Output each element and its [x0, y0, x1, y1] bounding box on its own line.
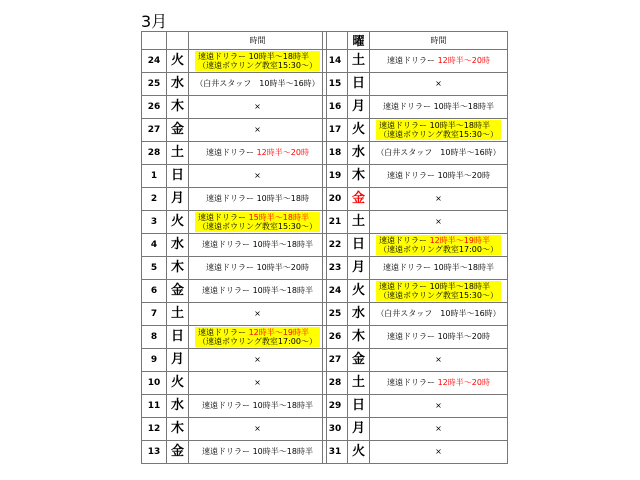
staff-label: 速遠ドリラー — [379, 121, 430, 130]
closed-mark: × — [254, 309, 261, 318]
month-title: 3月 — [141, 12, 168, 31]
schedule-table-left — [141, 31, 327, 464]
lesson-note: （速遠ボウリング教室15:30～） — [379, 291, 498, 300]
table-row — [323, 142, 508, 165]
staff-label: 速遠ドリラー — [202, 401, 253, 410]
weekday-cell: 月 — [167, 349, 189, 372]
time-range: 10時半～18時半 — [248, 52, 309, 61]
time-cell — [370, 119, 508, 142]
weekday-cell: 火 — [348, 441, 370, 464]
weekday-cell: 金 — [167, 119, 189, 142]
time-range: 12時半～20時 — [437, 56, 490, 65]
day-cell: 25 — [323, 303, 348, 326]
staff-label: 速遠ドリラー — [387, 378, 438, 387]
time-line — [387, 56, 490, 65]
staff-note: （白井スタッフ 10時半～16時） — [195, 79, 320, 88]
time-cell — [189, 303, 327, 326]
time-line-1 — [379, 282, 498, 291]
table-row — [142, 234, 327, 257]
time-range: 10時半～18時半 — [252, 401, 313, 410]
time-cell — [370, 280, 508, 303]
table-row — [142, 280, 327, 303]
time-line — [387, 378, 490, 387]
time-cell — [370, 165, 508, 188]
day-cell: 29 — [323, 395, 348, 418]
day-cell: 10 — [142, 372, 167, 395]
table-row — [323, 372, 508, 395]
time-range: 10時半～18時半 — [252, 447, 313, 456]
header-day — [142, 32, 167, 50]
table-row — [142, 211, 327, 234]
day-cell: 26 — [142, 96, 167, 119]
time-line — [202, 286, 313, 295]
time-cell — [189, 257, 327, 280]
weekday-cell: 月 — [348, 96, 370, 119]
time-line — [202, 401, 313, 410]
time-range: 10時半～18時半 — [433, 102, 494, 111]
table-row — [323, 234, 508, 257]
table-row — [142, 142, 327, 165]
weekday-cell: 火 — [348, 280, 370, 303]
day-cell: 11 — [142, 395, 167, 418]
table-header — [142, 32, 327, 50]
time-cell — [370, 188, 508, 211]
time-line-1 — [379, 121, 498, 130]
staff-label: 速遠ドリラー — [202, 447, 253, 456]
day-cell: 24 — [323, 280, 348, 303]
time-line — [383, 263, 494, 272]
table-row — [323, 96, 508, 119]
table-row — [142, 96, 327, 119]
staff-label: 速遠ドリラー — [202, 240, 253, 249]
weekday-cell: 金 — [167, 280, 189, 303]
weekday-cell: 水 — [348, 303, 370, 326]
weekday-cell: 木 — [348, 326, 370, 349]
day-cell: 1 — [142, 165, 167, 188]
weekday-cell: 月 — [167, 188, 189, 211]
time-cell — [370, 372, 508, 395]
day-cell: 14 — [323, 50, 348, 73]
time-line-1 — [198, 213, 317, 222]
time-range: 10時半～18時 — [256, 194, 309, 203]
weekday-cell: 木 — [167, 257, 189, 280]
weekday-cell: 月 — [348, 418, 370, 441]
table-row — [323, 165, 508, 188]
staff-label: 速遠ドリラー — [387, 56, 438, 65]
schedule-table-right — [322, 31, 508, 464]
day-cell: 25 — [142, 73, 167, 96]
time-cell — [370, 211, 508, 234]
lesson-note: （速遠ボウリング教室17:00～） — [198, 337, 317, 346]
time-cell — [370, 96, 508, 119]
weekday-cell: 日 — [348, 395, 370, 418]
day-cell: 27 — [142, 119, 167, 142]
weekday-cell: 火 — [167, 372, 189, 395]
day-cell: 15 — [323, 73, 348, 96]
time-range: 10時半～20時 — [256, 263, 309, 272]
time-cell — [189, 349, 327, 372]
day-cell: 8 — [142, 326, 167, 349]
weekday-cell: 土 — [348, 372, 370, 395]
table-row — [323, 326, 508, 349]
day-cell: 3 — [142, 211, 167, 234]
time-line — [206, 263, 309, 272]
closed-mark: × — [254, 355, 261, 364]
weekday-cell: 日 — [167, 165, 189, 188]
time-cell — [370, 349, 508, 372]
closed-mark: × — [435, 447, 442, 456]
day-cell: 19 — [323, 165, 348, 188]
time-line — [383, 102, 494, 111]
day-cell: 30 — [323, 418, 348, 441]
weekday-cell: 木 — [348, 165, 370, 188]
staff-label: 速遠ドリラー — [198, 328, 249, 337]
table-row — [142, 326, 327, 349]
highlight-box — [195, 51, 320, 71]
table-row — [323, 303, 508, 326]
time-cell — [370, 257, 508, 280]
highlight-box — [195, 327, 320, 347]
time-cell — [189, 73, 327, 96]
time-range: 15時半～18時半 — [248, 213, 309, 222]
time-range: 10時半～18時半 — [252, 240, 313, 249]
day-cell: 12 — [142, 418, 167, 441]
weekday-cell: 月 — [348, 257, 370, 280]
header-day — [323, 32, 348, 50]
time-cell — [189, 188, 327, 211]
table-row — [323, 349, 508, 372]
time-cell — [189, 280, 327, 303]
day-cell: 2 — [142, 188, 167, 211]
time-range: 12時半～20時 — [437, 378, 490, 387]
time-range: 12時半～19時半 — [429, 236, 490, 245]
time-cell — [189, 165, 327, 188]
weekday-cell: 金 — [167, 441, 189, 464]
day-cell: 28 — [142, 142, 167, 165]
time-line-1 — [198, 328, 317, 337]
time-range: 10時半～20時 — [437, 171, 490, 180]
staff-label: 速遠ドリラー — [379, 236, 430, 245]
day-cell: 20 — [323, 188, 348, 211]
closed-mark: × — [254, 378, 261, 387]
weekday-cell: 水 — [167, 73, 189, 96]
day-cell: 22 — [323, 234, 348, 257]
closed-mark: × — [254, 171, 261, 180]
weekday-cell: 水 — [167, 395, 189, 418]
lesson-note: （速遠ボウリング教室15:30～） — [198, 222, 317, 231]
day-cell: 17 — [323, 119, 348, 142]
lesson-note: （速遠ボウリング教室17:00～） — [379, 245, 498, 254]
staff-label: 速遠ドリラー — [383, 102, 434, 111]
time-line — [206, 194, 309, 203]
staff-label: 速遠ドリラー — [206, 194, 257, 203]
table-row — [323, 395, 508, 418]
weekday-cell: 木 — [167, 96, 189, 119]
staff-label: 速遠ドリラー — [198, 52, 249, 61]
table-row — [323, 50, 508, 73]
day-cell: 27 — [323, 349, 348, 372]
day-cell: 28 — [323, 372, 348, 395]
day-cell: 26 — [323, 326, 348, 349]
header-weekday — [167, 32, 189, 50]
time-line — [387, 171, 490, 180]
closed-mark: × — [435, 424, 442, 433]
table-row — [323, 418, 508, 441]
staff-label: 速遠ドリラー — [379, 282, 430, 291]
time-cell — [189, 326, 327, 349]
time-cell — [370, 326, 508, 349]
weekday-cell: 金 — [348, 349, 370, 372]
table-row — [142, 303, 327, 326]
table-row — [142, 165, 327, 188]
time-cell — [189, 372, 327, 395]
lesson-note: （速遠ボウリング教室15:30～） — [198, 61, 317, 70]
weekday-cell: 火 — [167, 211, 189, 234]
time-line — [202, 240, 313, 249]
table-row — [142, 50, 327, 73]
table-row — [142, 73, 327, 96]
staff-label: 速遠ドリラー — [387, 332, 438, 341]
closed-mark: × — [435, 355, 442, 364]
time-line — [206, 148, 309, 157]
time-cell — [189, 395, 327, 418]
header-time: 時間 — [189, 32, 327, 50]
day-cell: 4 — [142, 234, 167, 257]
weekday-cell: 土 — [167, 142, 189, 165]
time-cell — [189, 142, 327, 165]
closed-mark: × — [254, 424, 261, 433]
table-row — [323, 188, 508, 211]
time-range: 10時半～18時半 — [429, 121, 490, 130]
staff-note: （白井スタッフ 10時半～16時） — [376, 309, 501, 318]
highlight-box — [376, 120, 501, 140]
weekday-cell: 土 — [348, 50, 370, 73]
day-cell: 24 — [142, 50, 167, 73]
weekday-cell: 火 — [167, 50, 189, 73]
table-row — [323, 280, 508, 303]
closed-mark: × — [254, 102, 261, 111]
time-range: 10時半～18時半 — [433, 263, 494, 272]
day-cell: 16 — [323, 96, 348, 119]
staff-label: 速遠ドリラー — [206, 263, 257, 272]
day-cell: 18 — [323, 142, 348, 165]
header-weekday: 曜 — [348, 32, 370, 50]
time-line — [387, 332, 490, 341]
staff-label: 速遠ドリラー — [198, 213, 249, 222]
time-range: 10時半～18時半 — [429, 282, 490, 291]
weekday-cell: 土 — [167, 303, 189, 326]
time-cell — [189, 96, 327, 119]
time-cell — [370, 303, 508, 326]
table-row — [323, 119, 508, 142]
highlight-box — [195, 212, 320, 232]
highlight-box — [376, 281, 501, 301]
day-cell: 9 — [142, 349, 167, 372]
table-row — [142, 188, 327, 211]
staff-label: 速遠ドリラー — [387, 171, 438, 180]
time-cell — [189, 119, 327, 142]
weekday-cell: 水 — [167, 234, 189, 257]
weekday-cell: 日 — [348, 234, 370, 257]
day-cell: 7 — [142, 303, 167, 326]
table-row — [323, 441, 508, 464]
closed-mark: × — [254, 125, 261, 134]
day-cell: 31 — [323, 441, 348, 464]
time-cell — [370, 234, 508, 257]
staff-label: 速遠ドリラー — [206, 148, 257, 157]
time-cell — [370, 50, 508, 73]
day-cell: 13 — [142, 441, 167, 464]
closed-mark: × — [435, 79, 442, 88]
time-cell — [189, 50, 327, 73]
time-cell — [189, 418, 327, 441]
day-cell: 5 — [142, 257, 167, 280]
table-row — [323, 211, 508, 234]
time-cell — [189, 211, 327, 234]
time-cell — [189, 234, 327, 257]
table-row — [142, 257, 327, 280]
time-range: 12時半～20時 — [256, 148, 309, 157]
weekday-cell: 土 — [348, 211, 370, 234]
time-cell — [370, 395, 508, 418]
time-range: 10時半～20時 — [437, 332, 490, 341]
header-time: 時間 — [370, 32, 508, 50]
day-cell: 21 — [323, 211, 348, 234]
day-cell: 6 — [142, 280, 167, 303]
table-row — [142, 395, 327, 418]
weekday-cell: 金 — [348, 188, 370, 211]
table-row — [142, 119, 327, 142]
time-cell — [189, 441, 327, 464]
staff-label: 速遠ドリラー — [383, 263, 434, 272]
time-range: 12時半～19時半 — [248, 328, 309, 337]
time-cell — [370, 142, 508, 165]
table-row — [323, 73, 508, 96]
time-line — [202, 447, 313, 456]
weekday-cell: 火 — [348, 119, 370, 142]
highlight-box — [376, 235, 501, 255]
weekday-cell: 日 — [167, 326, 189, 349]
table-row — [142, 418, 327, 441]
day-cell: 23 — [323, 257, 348, 280]
time-line-1 — [198, 52, 317, 61]
table-row — [142, 441, 327, 464]
time-cell — [370, 73, 508, 96]
weekday-cell: 木 — [167, 418, 189, 441]
weekday-cell: 日 — [348, 73, 370, 96]
lesson-note: （速遠ボウリング教室15:30～） — [379, 130, 498, 139]
time-range: 10時半～18時半 — [252, 286, 313, 295]
time-line-1 — [379, 236, 498, 245]
staff-note: （白井スタッフ 10時半～16時） — [376, 148, 501, 157]
closed-mark: × — [435, 194, 442, 203]
closed-mark: × — [435, 217, 442, 226]
table-row — [142, 349, 327, 372]
closed-mark: × — [435, 401, 442, 410]
time-cell — [370, 418, 508, 441]
staff-label: 速遠ドリラー — [202, 286, 253, 295]
table-row — [142, 372, 327, 395]
time-cell — [370, 441, 508, 464]
table-row — [323, 257, 508, 280]
table-header — [323, 32, 508, 50]
weekday-cell: 水 — [348, 142, 370, 165]
